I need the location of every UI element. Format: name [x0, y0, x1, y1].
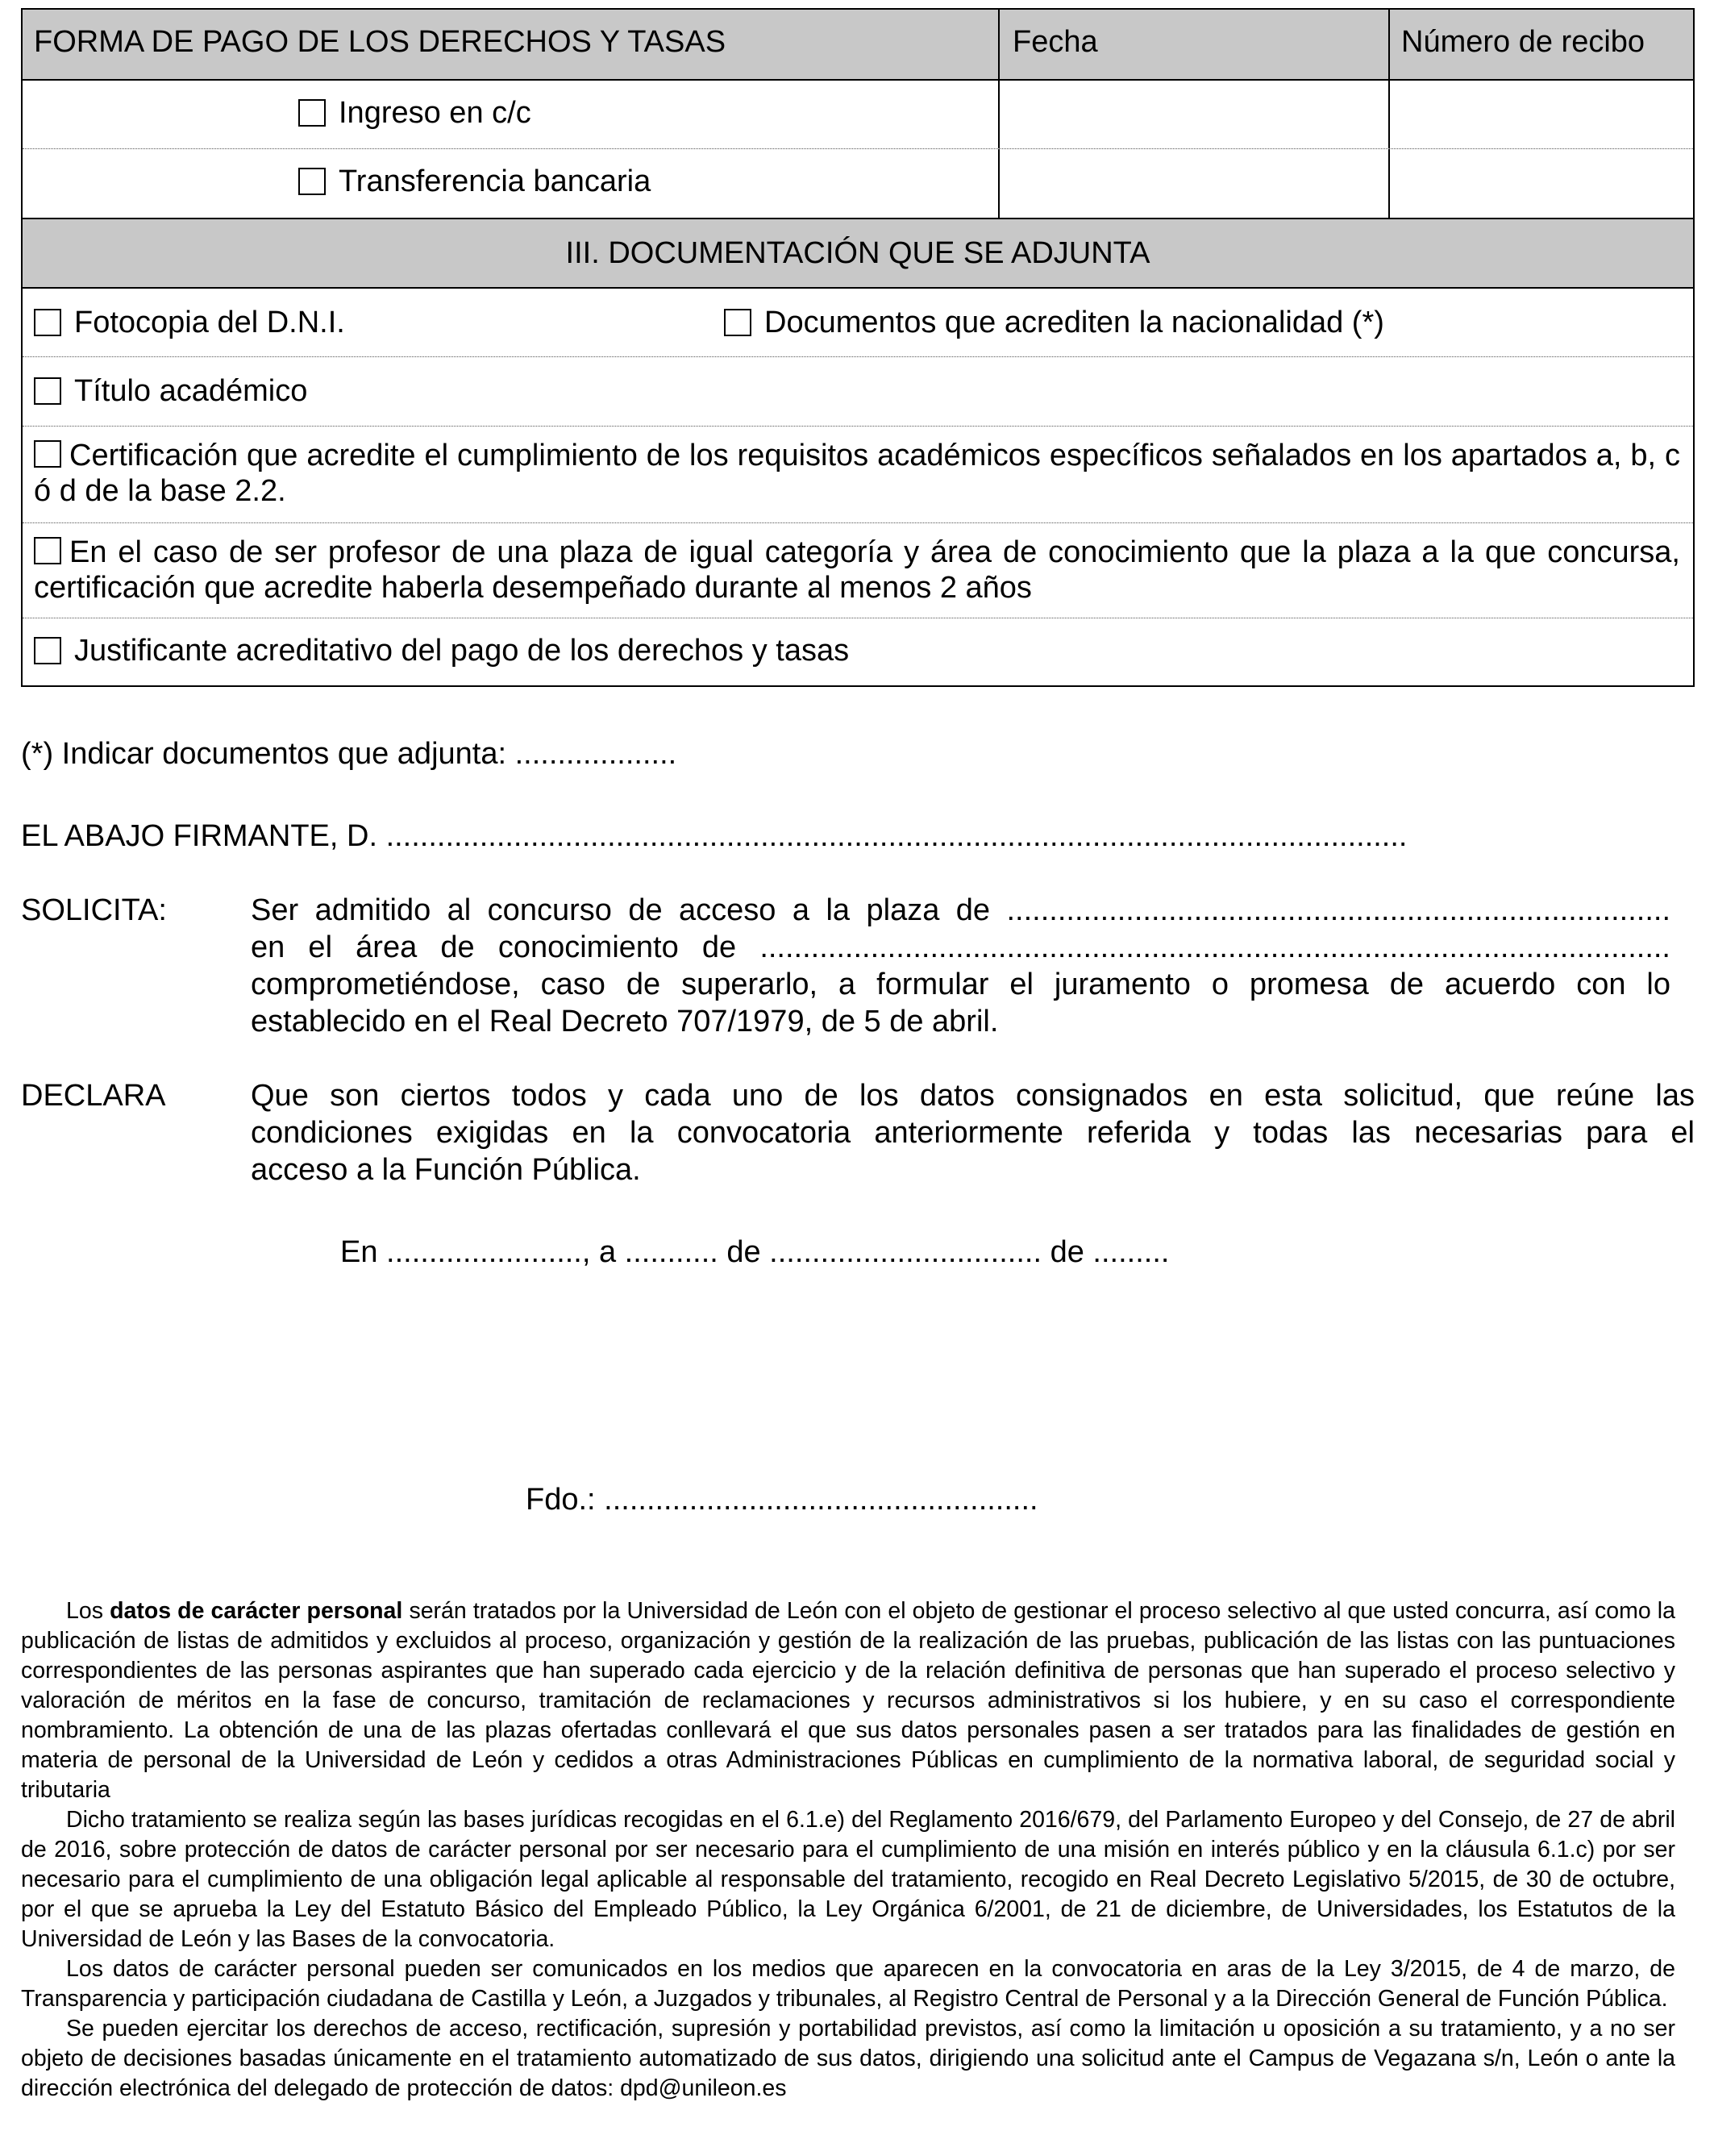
bank-transfer-date-field[interactable]	[1000, 149, 1390, 218]
declare-line-1: Que son ciertos todos y cada uno de los datos consignados en esta solicitud, que reúne las	[251, 1079, 1695, 1113]
payment-option-row	[23, 79, 1693, 148]
document-row	[23, 618, 1693, 685]
academic-title-label: Título académico	[74, 374, 308, 408]
request-line-2: en el área de conocimiento de ...........................................................................................................	[251, 930, 1670, 964]
signature-line: Fdo.: ...................................................	[526, 1483, 1038, 1517]
request-line-3: comprometiéndose, caso de superarlo, a formular el juramento o promesa de acuerdo con lo	[251, 968, 1670, 1001]
bank-transfer-receipt-field[interactable]	[1390, 149, 1693, 218]
academic-requirements-label: Certificación que acredite el cumplimiento de los requisitos académicos específicos señalados en los apartados a, b, c ó d de la base 2.2.	[34, 439, 1680, 508]
prior-professor-label: En el caso de ser profesor de una plaza de igual categoría y área de conocimiento que la plaza a la que concursa, certificación que acredite haberla desempeñado durante al menos 2 años	[34, 535, 1680, 605]
prior-professor-checkbox[interactable]	[34, 537, 61, 564]
attached-documents-note: (*) Indicar documentos que adjunta: ...................	[21, 737, 677, 771]
bank-deposit-label: Ingreso en c/c	[339, 96, 531, 130]
data-protection-notice	[21, 1596, 1675, 2104]
date-header: Fecha	[1000, 10, 1390, 79]
request-text	[251, 892, 1670, 1040]
declare-text	[251, 1077, 1695, 1188]
declare-line-3: acceso a la Función Pública.	[251, 1153, 641, 1187]
request-label: SOLICITA:	[21, 893, 167, 927]
academic-title-checkbox[interactable]	[34, 377, 61, 405]
signer-line: EL ABAJO FIRMANTE, D. ........................................................................................................................	[21, 819, 1408, 853]
legal-paragraph-2: Dicho tratamiento se realiza según las bases jurídicas recogidas en el 6.1.e) del Reglamento 2016/679, del Parlamento Europeo y del Consejo, de 27 de abril de 2016, sobre protección de datos de carácter personal por ser necesario para el cumplimiento de una misión en interés público y en la cláusula 6.1.c) por ser necesario para el cumplimiento de una obligación legal aplicable al responsable del tratamiento, recogido en Real Decreto Legislativo 5/2015, de 30 de octubre, por el que se aprueba la Ley del Estatuto Básico del Empleado Público, la Ley Orgánica 6/2001, de 21 de diciembre, de Universidades, los Estatutos de la Universidad de León y las Bases de la convocatoria.	[21, 1807, 1675, 1952]
legal-paragraph-3: Los datos de carácter personal pueden ser comunicados en los medios que aparecen en la convocatoria en aras de la Ley 3/2015, de 4 de marzo, de Transparencia y participación ciudadana de Castilla y León, a Juzgados y tribunales, al Registro Central de Personal y a la Dirección General de Función Pública.	[21, 1956, 1675, 2012]
bank-deposit-checkbox[interactable]	[298, 99, 326, 127]
application-form-table	[21, 8, 1695, 687]
place-date-line: En ......................., a ........... de ................................ de .........	[340, 1235, 1170, 1269]
payment-proof-checkbox[interactable]	[34, 637, 61, 664]
legal-bold-term: datos de carácter personal	[110, 1598, 403, 1624]
document-row	[23, 287, 1693, 356]
documentation-section-title: III. DOCUMENTACIÓN QUE SE ADJUNTA	[23, 218, 1693, 287]
document-row	[23, 522, 1693, 618]
request-line-1: Ser admitido al concurso de acceso a la plaza de ..............................................................................	[251, 893, 1670, 927]
dni-copy-label: Fotocopia del D.N.I.	[74, 306, 345, 339]
bank-deposit-date-field[interactable]	[1000, 81, 1390, 148]
nationality-docs-checkbox[interactable]	[724, 309, 751, 336]
document-row	[23, 356, 1693, 426]
legal-paragraph-1: Los datos de carácter personal serán tratados por la Universidad de León con el objeto de gestionar el proceso selectivo al que usted concurra, así como la publicación de listas de admitidos y excluidos al proceso, organización y gestión de la realización de las pruebas, publicación de las listas con las puntuaciones correspondientes de las personas aspirantes que han superado cada ejercicio y de la relación definitiva de personas que han superado el proceso selectivo y valoración de méritos en la fase de concurso, tramitación de reclamaciones y recursos administrativos si los hubiere, y en su caso el correspondiente nombramiento. La obtención de una de las plazas ofertadas conllevará el que sus datos personales pasen a ser tratados para las finalidades de gestión en materia de personal de la Universidad de León y cedidos a otras Administraciones Públicas en cumplimiento de la normativa laboral, de seguridad social y tributaria	[21, 1598, 1675, 1803]
request-line-4: establecido en el Real Decreto 707/1979, de 5 de abril.	[251, 1005, 999, 1038]
document-row	[23, 426, 1693, 522]
academic-requirements-checkbox[interactable]	[34, 440, 61, 468]
payment-proof-label: Justificante acreditativo del pago de los derechos y tasas	[74, 634, 850, 668]
declare-line-2: condiciones exigidas en la convocatoria anteriormente referida y todas las necesarias para el	[251, 1116, 1695, 1150]
bank-transfer-checkbox[interactable]	[298, 168, 326, 195]
payment-option-row	[23, 148, 1693, 218]
nationality-docs-label: Documentos que acrediten la nacionalidad (*)	[764, 306, 1384, 339]
bank-deposit-receipt-field[interactable]	[1390, 81, 1693, 148]
dni-copy-checkbox[interactable]	[34, 309, 61, 336]
legal-paragraph-4: Se pueden ejercitar los derechos de acceso, rectificación, supresión y portabilidad previstos, así como la limitación u oposición a su tratamiento, y a no ser objeto de decisiones basadas únicamente en el tratamiento automatizado de sus datos, dirigiendo una solicitud ante el Campus de Vegazana s/n, León o ante la dirección electrónica del delegado de protección de datos: dpd@unileon.es	[21, 2016, 1675, 2101]
receipt-number-header: Número de recibo	[1401, 25, 1645, 59]
payment-method-header: FORMA DE PAGO DE LOS DERECHOS Y TASAS	[23, 10, 1000, 79]
payment-header-row	[23, 10, 1693, 79]
bank-transfer-label: Transferencia bancaria	[339, 164, 651, 198]
declare-label: DECLARA	[21, 1079, 166, 1113]
